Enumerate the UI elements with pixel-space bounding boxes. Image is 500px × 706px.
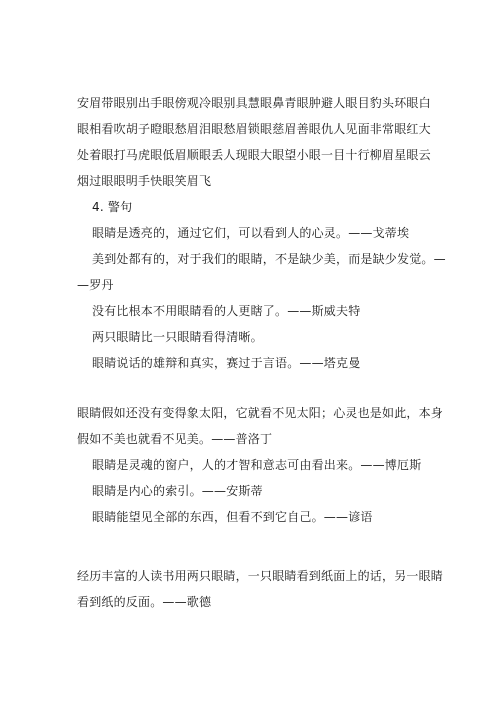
quote-line: 眼睛是灵魂的窗户，人的才智和意志可由看出来。——博厄斯 xyxy=(92,458,422,472)
quote-line: 眼睛是内心的索引。——安斯蒂 xyxy=(92,484,263,498)
quote-line: 眼睛假如还没有变得象太阳，它就看不见太阳；心灵也是如此，本身 xyxy=(77,406,444,420)
quote-line: —罗丹 xyxy=(77,278,114,292)
quote-line: 两只眼睛比一只眼睛看得清晰。 xyxy=(92,330,263,344)
quote-line: 没有比根本不用眼睛看的人更瞎了。——斯威夫特 xyxy=(92,304,361,318)
quote-line: 经历丰富的人读书用两只眼睛，一只眼睛看到纸面上的话，另一眼睛 xyxy=(77,569,444,583)
idiom-line: 处着眼打马虎眼低眉顺眼丢人现眼大眼望小眼一目十行柳眉星眼云 xyxy=(77,148,431,162)
quote-line: 眼睛说话的雄辩和真实，赛过于言语。——塔克曼 xyxy=(92,356,361,370)
quote-line: 美到处都有的，对于我们的眼睛，不是缺少美，而是缺少发觉。— xyxy=(92,252,446,266)
quote-line: 假如不美也就看不见美。——普洛丁 xyxy=(77,432,273,446)
idiom-line: 眼相看吹胡子瞪眼愁眉泪眼愁眉锁眼慈眉善眼仇人见面非常眼红大 xyxy=(77,122,431,136)
idiom-line: 安眉带眼别出手眼傍观冷眼别具慧眼鼻青眼肿避人眼目豹头环眼白 xyxy=(77,96,431,110)
quote-line: 眼睛是透亮的，通过它们，可以看到人的心灵。——戈蒂埃 xyxy=(92,226,410,240)
quote-line: 眼睛能望见全部的东西，但看不到它自己。——谚语 xyxy=(92,510,373,524)
quote-line: 看到纸的反面。——歌德 xyxy=(77,595,212,609)
idiom-line: 烟过眼眼明手快眼笑眉飞 xyxy=(77,174,212,188)
section-heading: 4. 警句 xyxy=(92,200,133,214)
